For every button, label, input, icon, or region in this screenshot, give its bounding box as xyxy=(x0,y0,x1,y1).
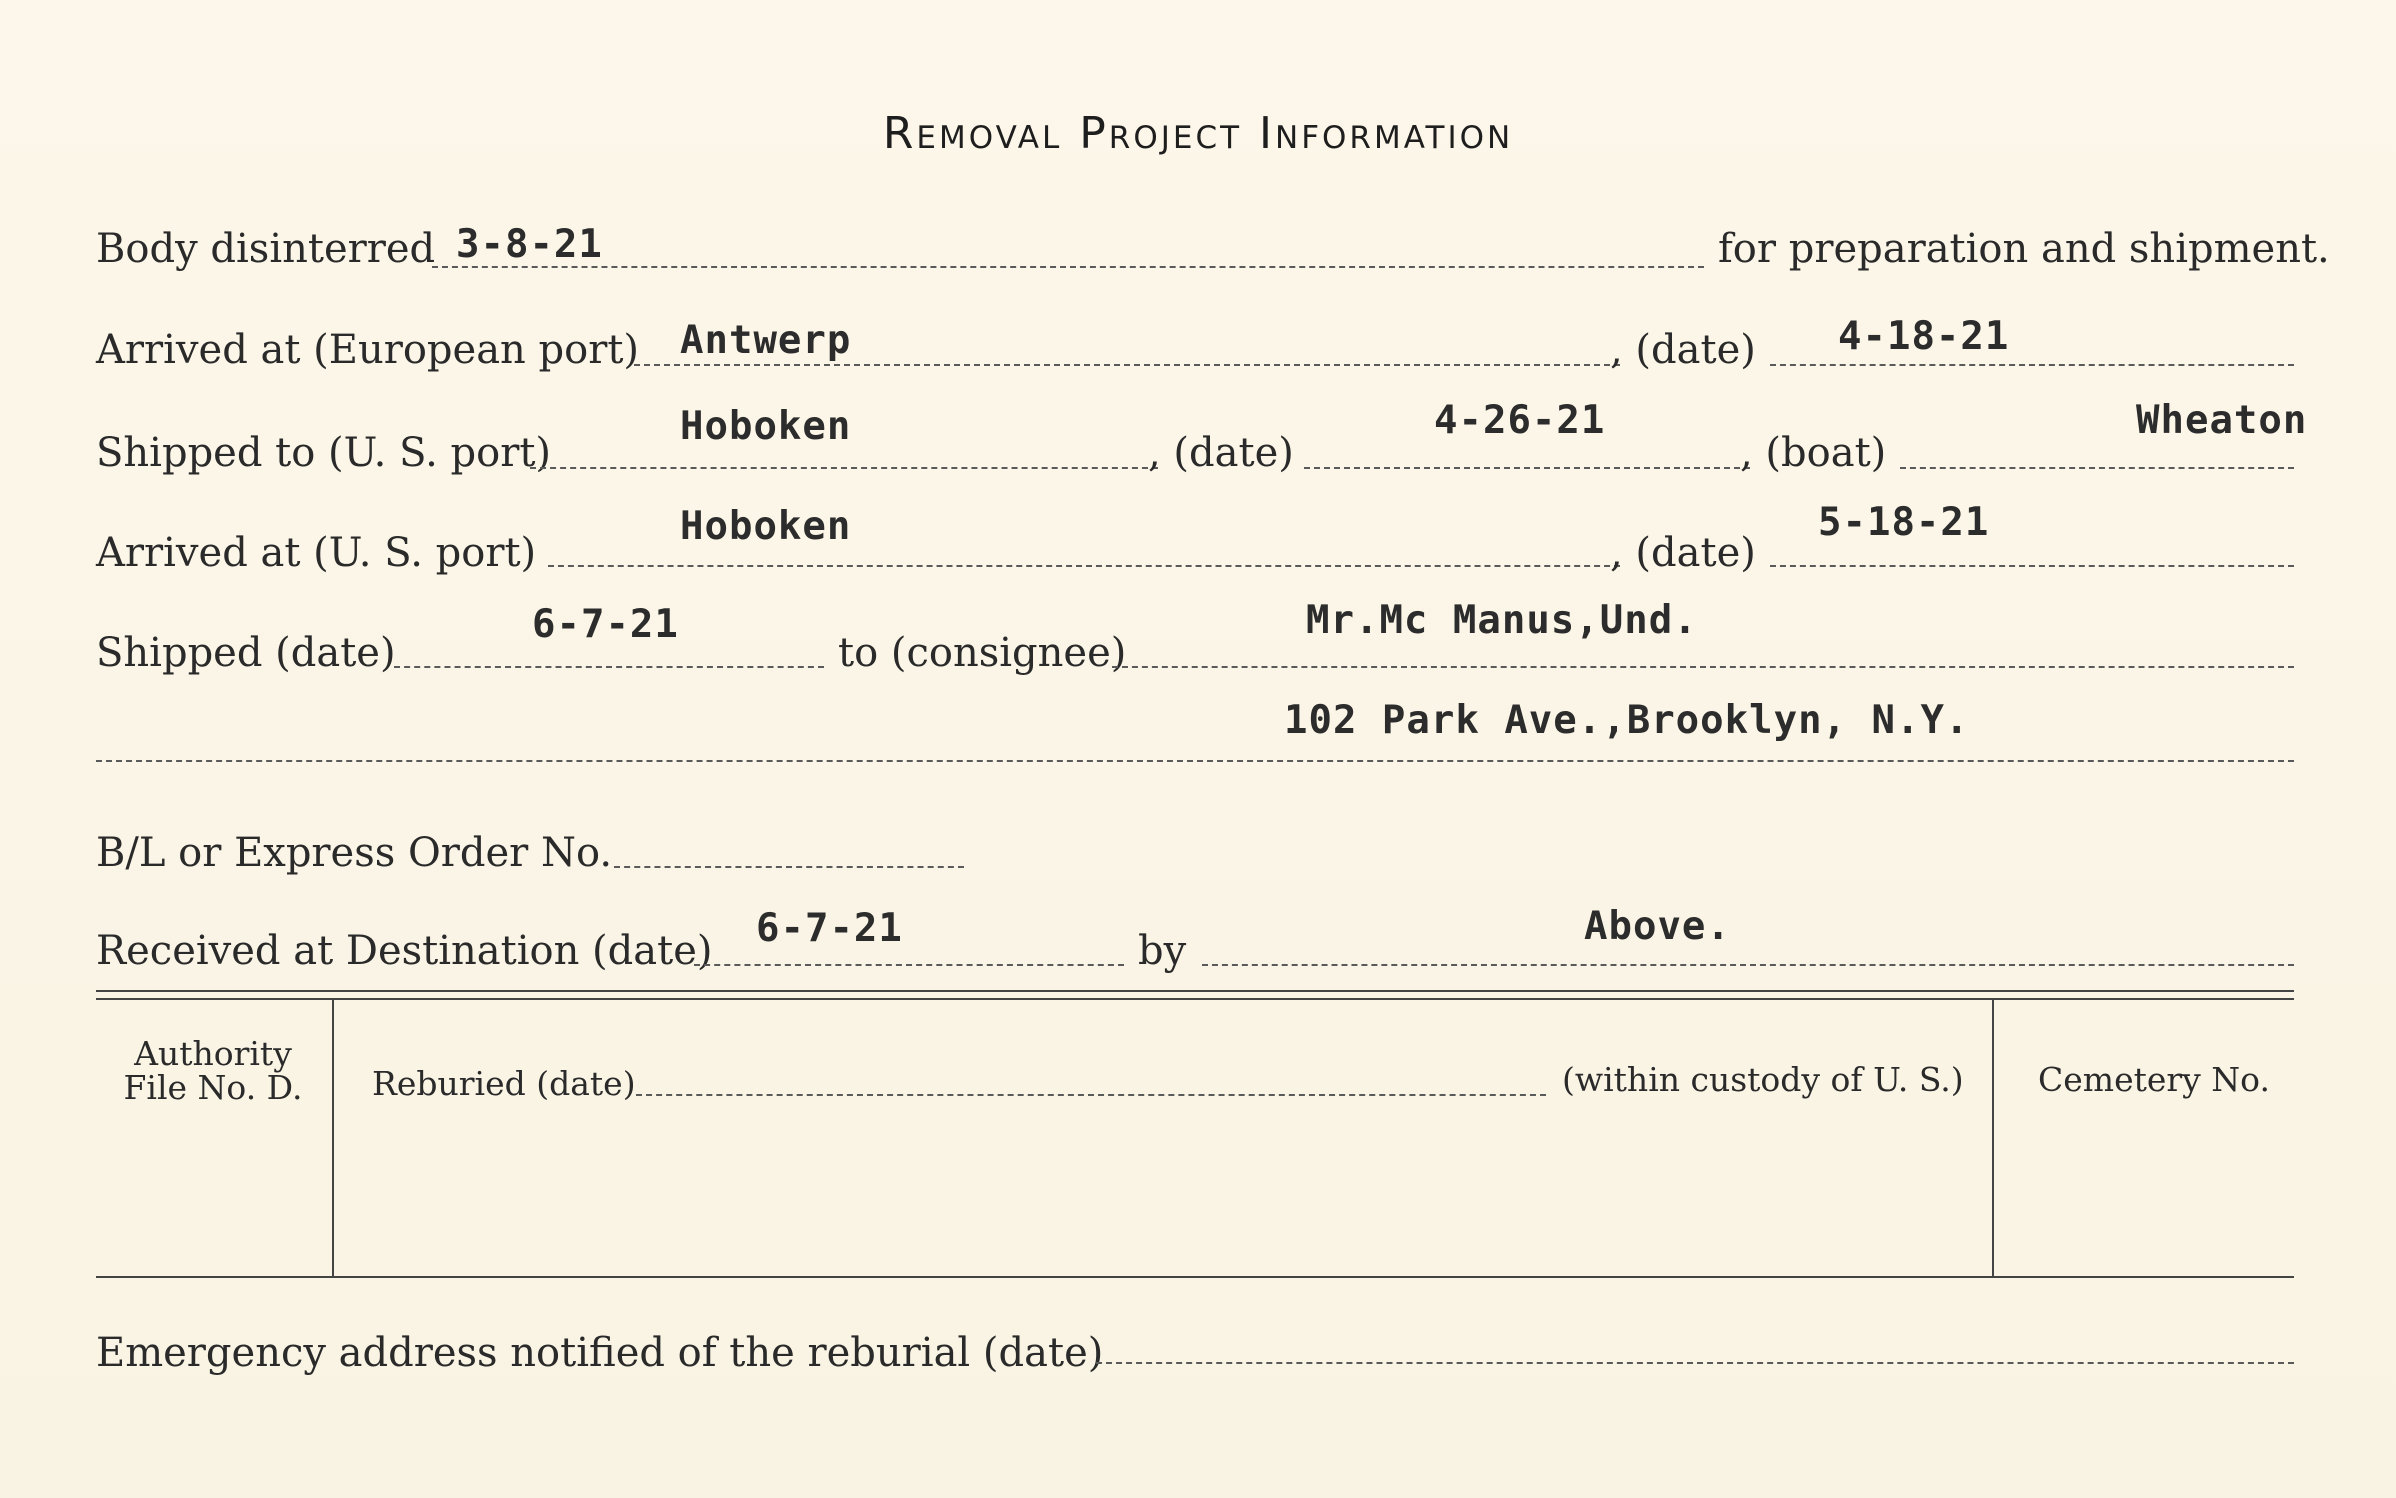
arrived-us-line xyxy=(548,565,1620,567)
shipped-us-date-label: , (date) xyxy=(1148,430,1294,476)
arrived-us-label: Arrived at (U. S. port) xyxy=(96,530,537,576)
table-bottom-rule xyxy=(96,1276,2294,1278)
arrived-eu-label: Arrived at (European port) xyxy=(96,327,640,373)
consignee-address: 102 Park Ave.,Brooklyn, N.Y. xyxy=(1284,698,1970,743)
shipped-date-label: Shipped (date) xyxy=(96,630,396,676)
boat-label: , (boat) xyxy=(1740,430,1887,476)
consignee-value: Mr.Mc Manus,Und. xyxy=(1306,598,1698,643)
received-date: 6-7-21 xyxy=(756,906,903,951)
bl-label: B/L or Express Order No. xyxy=(96,830,613,876)
arrived-us-date-label: , (date) xyxy=(1610,530,1756,576)
table-divider-1 xyxy=(332,1000,334,1278)
disinterred-suffix: for preparation and shipment. xyxy=(1718,226,2330,272)
arrived-us-date-line xyxy=(1770,565,2294,567)
bl-line xyxy=(614,866,964,868)
consignee-line xyxy=(1112,666,2294,668)
boat-line xyxy=(1900,467,2294,469)
card-title: Removal Project Information xyxy=(882,108,1514,159)
boat-value: Wheaton xyxy=(2136,398,2308,443)
by-value: Above. xyxy=(1584,904,1731,949)
shipped-us-date: 4-26-21 xyxy=(1434,398,1606,443)
shipped-date-value: 6-7-21 xyxy=(532,602,679,647)
reburied-label: Reburied (date) xyxy=(372,1064,636,1103)
arrived-eu-date-label: , (date) xyxy=(1610,327,1756,373)
disinterred-value: 3-8-21 xyxy=(456,222,603,267)
arrived-us-port: Hoboken xyxy=(680,504,852,549)
by-line xyxy=(1202,964,2294,966)
file-no-label: File No. D. xyxy=(123,1068,303,1107)
table-divider-2 xyxy=(1992,1000,1994,1276)
disinterred-label: Body disinterred xyxy=(96,226,436,272)
emergency-line xyxy=(1096,1362,2294,1364)
table-top-rule xyxy=(96,990,2294,992)
by-label: by xyxy=(1138,928,1187,974)
shipped-us-date-line xyxy=(1304,467,1750,469)
emergency-label: Emergency address notified of the reburial (date) xyxy=(96,1330,1104,1376)
received-label: Received at Destination (date) xyxy=(96,928,713,974)
arrived-us-date: 5-18-21 xyxy=(1818,500,1990,545)
arrived-eu-port: Antwerp xyxy=(680,318,852,363)
arrived-eu-date-line xyxy=(1770,364,2294,366)
table-top-rule-2 xyxy=(96,998,2294,1000)
arrived-eu-date: 4-18-21 xyxy=(1838,314,2010,359)
shipped-date-line xyxy=(394,666,824,668)
custody-label: (within custody of U. S.) xyxy=(1562,1060,1964,1099)
cemetery-label: Cemetery No. xyxy=(2038,1060,2270,1099)
authority-label: Authority xyxy=(134,1034,292,1073)
disinterred-line xyxy=(432,266,1704,268)
shipped-us-line xyxy=(530,467,1158,469)
consignee-label: to (consignee) xyxy=(838,630,1127,676)
reburied-line xyxy=(636,1094,1546,1096)
address-line xyxy=(96,760,2294,762)
shipped-us-label: Shipped to (U. S. port) xyxy=(96,430,551,476)
arrived-eu-line xyxy=(634,364,1620,366)
shipped-us-port: Hoboken xyxy=(680,404,852,449)
received-line xyxy=(694,964,1124,966)
